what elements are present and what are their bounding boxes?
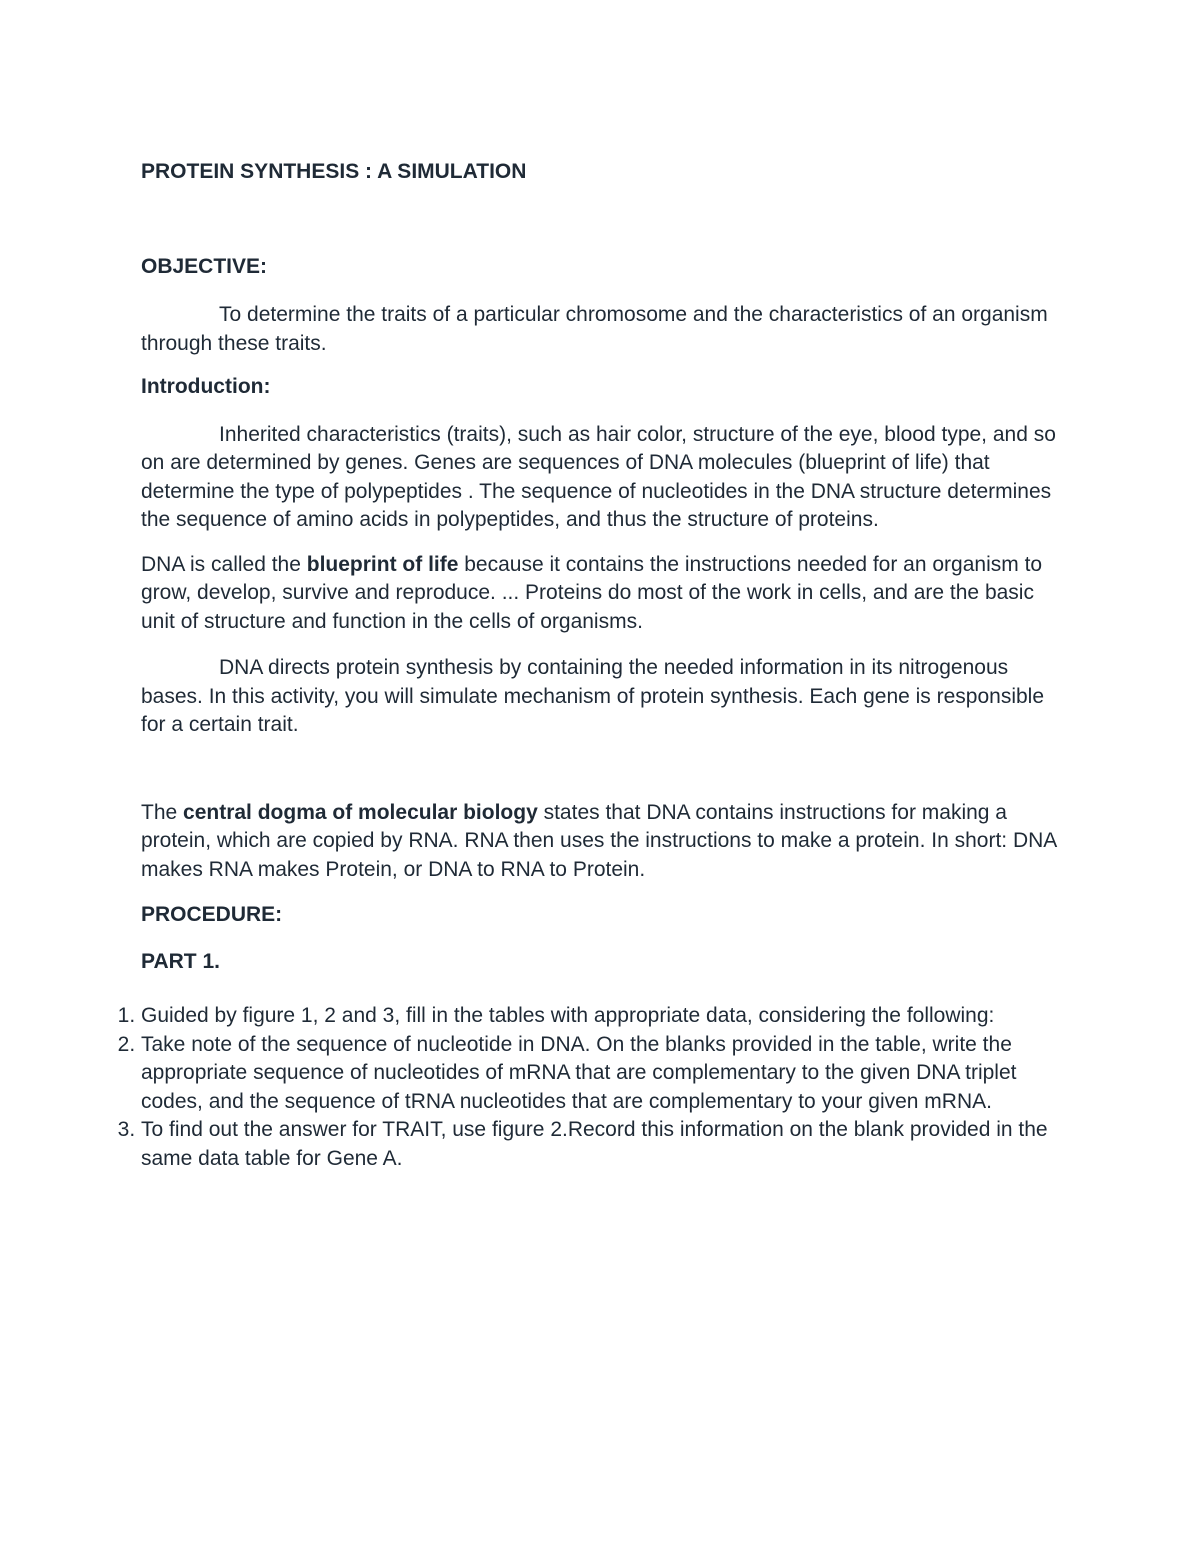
procedure-step-2: 2. Take note of the sequence of nucleotide in DNA. On the blanks provided in the table, write the appropriate sequence of nucleotides of mRNA that are complementary to the given DNA triplet codes, and the sequence of tRNA nucleotides that are complementary to your given mRNA. [141,1031,1071,1117]
paragraph-2-lead: DNA is called the [141,552,307,576]
objective-text: To determine the traits of a particular chromosome and the characteristics of an organism through these traits. [141,303,1048,355]
procedure-steps [34,1002,1071,1173]
central-dogma-term: central dogma of molecular biology [183,800,538,824]
introduction-paragraph-1: Inherited characteristics (traits), such as hair color, structure of the eye, blood type, and so on are determined by genes. Genes are sequences of DNA molecules (blueprint of life) that determine the type of polypeptides . The sequence of nucleotides in the DNA structure determines the sequence of amino acids in polypeptides, and thus the structure of proteins. [141,422,1056,531]
procedure-step-1: 1. Guided by figure 1, 2 and 3, fill in the tables with appropriate data, considering the following: [141,1002,1071,1031]
document-title: PROTEIN SYNTHESIS : A SIMULATION [141,160,527,183]
objective-heading: OBJECTIVE: [141,254,268,278]
document-body [141,158,1071,1173]
blueprint-of-life-term: blueprint of life [306,552,459,576]
introduction-paragraph-4 [141,799,1071,885]
introduction-heading: Introduction: [141,375,271,398]
procedure-step-3: 3. To find out the answer for TRAIT, use figure 2.Record this information on the blank provided in the same data table for Gene A. [141,1116,1071,1173]
paragraph-4-lead: The [141,800,184,824]
introduction-paragraph-2 [141,551,1071,637]
paragraph-2-rest: because it contains the instructions needed for an organism to grow, develop, survive and reproduce. ... Proteins do most of the work in cells, and are the basic unit of structure and function in the cells of organisms. [141,552,1043,633]
paragraph-4-rest: states that DNA contains instructions for making a protein, which are copied by RNA. RNA then uses the instructions to make a protein. In short: DNA makes RNA makes Protein, or DNA to RNA to Protein. [141,800,1057,881]
introduction-paragraph-3: DNA directs protein synthesis by containing the needed information in its nitrogenous bases. In this activity, you will simulate mechanism of protein synthesis. Each gene is responsible for a certain trait. [141,656,1045,736]
part-1-heading: PART 1. [141,949,220,973]
procedure-heading: PROCEDURE: [141,903,283,926]
